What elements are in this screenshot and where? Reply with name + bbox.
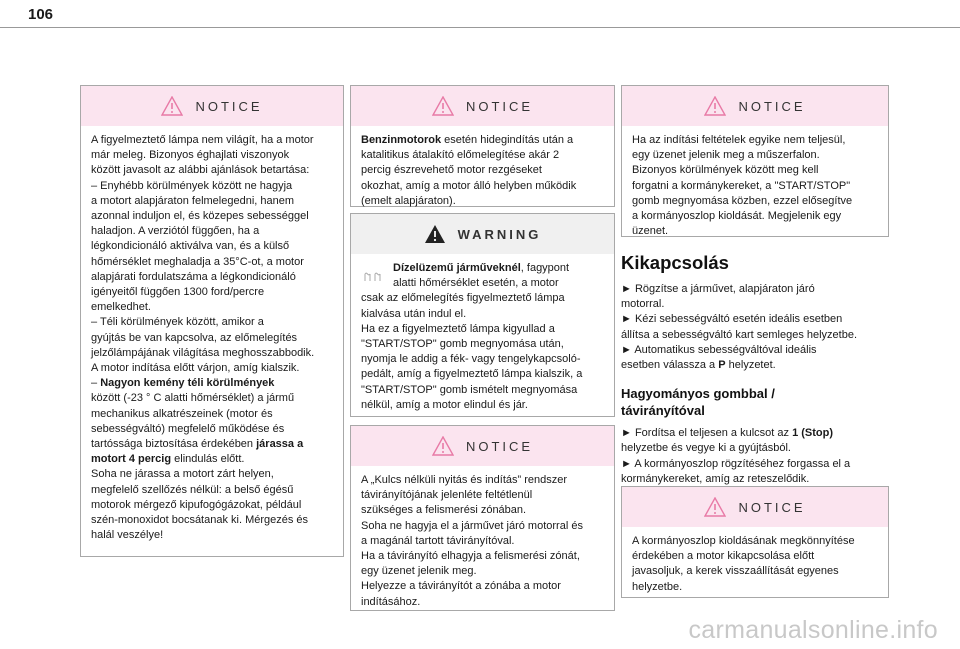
bold-text: Nagyon kemény téli körülmények bbox=[100, 377, 275, 390]
warning-header bbox=[351, 214, 614, 254]
text-line: szükséges a felismerési zónában. bbox=[361, 504, 527, 517]
text-line: javasoljuk, a kerek visszaállítását egyenes bbox=[632, 565, 839, 578]
text-line: "START/STOP" gomb ismételt megnyomása bbox=[361, 383, 578, 396]
text-span: esetén hidegindítás után a bbox=[441, 134, 574, 146]
bold-text: P bbox=[718, 359, 726, 372]
text-line: – Enyhébb körülmények között ne hagyja bbox=[91, 179, 293, 192]
text-line: motorok mérgező kipufogógázokat, például bbox=[91, 498, 302, 511]
text-line: halál veszélye! bbox=[91, 529, 164, 542]
warning-title: WARNING bbox=[457, 226, 542, 242]
caution-triangle-icon bbox=[704, 497, 726, 517]
bold-text: Benzinmotorok bbox=[361, 134, 442, 146]
text-line: már meleg. Bizonyos éghajlati viszonyok bbox=[91, 149, 290, 162]
notice-box-petrol bbox=[350, 85, 615, 207]
section-stopping bbox=[621, 252, 889, 487]
text-line: igényeitől függően 1300 ford/percre bbox=[91, 286, 265, 299]
text-span: , fagypont bbox=[520, 262, 570, 274]
notice-box-cold-engine bbox=[80, 85, 344, 557]
text-line: "START/STOP" gomb megnyomása után, bbox=[361, 338, 564, 351]
instruction-line: állítsa a sebességváltó kart semleges helyzetbe. bbox=[621, 328, 858, 341]
text-line: katalitikus átalakító előmelegítése akár 2 bbox=[361, 149, 560, 162]
text-line: Bizonyos körülmények között meg kell bbox=[632, 164, 819, 177]
notice-body bbox=[351, 126, 614, 217]
text-line bbox=[91, 376, 333, 391]
text-line: alapjárati fordulatszáma a légkondicionáló bbox=[91, 270, 296, 283]
text-line: percig észrevehető motor rezgéseket bbox=[361, 164, 542, 177]
text-line: A motor indítása előtt várjon, amíg kialszik. bbox=[91, 362, 300, 375]
caution-triangle-icon bbox=[704, 96, 726, 116]
text-line: haladjon. A verziótól függően, ha a bbox=[91, 225, 260, 238]
notice-body bbox=[81, 126, 343, 551]
instruction-line: helyzetbe és vegye ki a gyújtásból. bbox=[621, 442, 791, 455]
caution-triangle-icon bbox=[432, 436, 454, 456]
warning-body bbox=[351, 254, 614, 421]
warning-intro bbox=[361, 261, 604, 291]
text-span: esetben válassza a bbox=[621, 359, 719, 372]
text-line: A „Kulcs nélküli nyitás és indítás” rendszer bbox=[361, 474, 568, 486]
text-line: között javasolt az alábbi ajánlások betartása: bbox=[91, 164, 310, 177]
notice-title: NOTICE bbox=[465, 438, 534, 454]
text-line: megfelelő szellőzés nélkül: a belső égésű bbox=[91, 483, 294, 496]
text-line: szén-monoxidot bocsátanak ki. Mérgezés és bbox=[91, 514, 309, 527]
text-line: forgatni a kormánykereket, a "START/STOP" bbox=[632, 179, 851, 192]
text-span: elindulás előtt. bbox=[171, 453, 245, 466]
text-line: Ha az indítási feltételek egyike nem teljesül, bbox=[632, 134, 846, 146]
warning-box-diesel bbox=[350, 213, 615, 417]
text-line: Ha ez a figyelmeztető lámpa kigyullad a bbox=[361, 322, 555, 335]
text-line: A figyelmeztető lámpa nem világít, ha a motor bbox=[91, 134, 314, 146]
text-line: indításához. bbox=[361, 595, 421, 608]
text-line bbox=[91, 437, 333, 452]
text-line: a motort alapjáraton felmelegedni, hanem bbox=[91, 194, 295, 207]
notice-title: NOTICE bbox=[195, 98, 263, 114]
text-line: csak az előmelegítés figyelmeztető lámpa bbox=[361, 292, 565, 305]
text-line: pedált, amíg a figyelmeztető lámpa kialszik, a bbox=[361, 368, 583, 381]
text-line: helyzetbe. bbox=[632, 580, 683, 593]
text-line: a magánál tartott távirányítóval. bbox=[361, 534, 515, 547]
instruction-line: ► Rögzítse a járművet, alapjáraton járó bbox=[621, 283, 815, 295]
text-line: alatti hőmérséklet esetén, a motor bbox=[393, 277, 559, 290]
text-line: távirányítójának jelenléte feltétlenül bbox=[361, 489, 533, 502]
subsection-heading: távirányítóval bbox=[621, 403, 705, 419]
instruction-line: ► A kormányoszlop rögzítéséhez forgassa el a bbox=[621, 457, 851, 470]
text-line: légkondicionáló aktiválva van, és a külső bbox=[91, 240, 290, 253]
dash: – bbox=[91, 377, 101, 390]
page-number: 106 bbox=[28, 6, 54, 23]
bold-text: 1 (Stop) bbox=[792, 427, 834, 440]
notice-header bbox=[622, 487, 888, 527]
instruction-line bbox=[621, 426, 889, 441]
text-line: Soha ne hagyja el a járművet járó motorral és bbox=[361, 519, 583, 532]
text-line: Ha a távirányító elhagyja a felismerési zónát, bbox=[361, 550, 580, 563]
notice-body bbox=[622, 126, 888, 247]
caution-triangle-icon bbox=[432, 96, 454, 116]
instruction-line: ► Kézi sebességváltó esetén ideális esetben bbox=[621, 313, 843, 326]
notice-header bbox=[81, 86, 343, 126]
text-line: sebességváltó) megfelelő működése és bbox=[91, 422, 285, 435]
text-line: kialvása után indul el. bbox=[361, 307, 467, 320]
watermark: carmanualsonline.info bbox=[688, 616, 938, 644]
text-line: Helyezze a távirányítót a zónába a motor bbox=[361, 580, 561, 593]
notice-box-steering-lock bbox=[621, 486, 889, 598]
text-line: – Téli körülmények között, amikor a bbox=[91, 316, 264, 329]
text-line: között (-23 ° C alatti hőmérséklet) a jármű bbox=[91, 392, 295, 405]
bold-text: járassa a bbox=[256, 438, 304, 451]
section-heading: Kikapcsolás bbox=[621, 252, 729, 273]
bold-text: Dízelüzemű járműveknél bbox=[393, 262, 521, 274]
glow-plug-icon bbox=[361, 261, 387, 291]
text-line: a kormányoszlop kioldását. Megjelenik egy bbox=[632, 210, 842, 223]
text-line: egy üzenet jelenik meg. bbox=[361, 565, 477, 578]
caution-triangle-icon bbox=[161, 96, 183, 116]
text-line: jelzőlámpájának világítása meghosszabbodik. bbox=[91, 346, 315, 359]
text-line: üzenet. bbox=[632, 225, 669, 238]
text-line: nélkül, amíg a motor elindul és jár. bbox=[361, 398, 528, 411]
notice-box-start-conditions bbox=[621, 85, 889, 237]
notice-title: NOTICE bbox=[465, 98, 534, 114]
instruction-line bbox=[621, 358, 889, 373]
warning-intro-text bbox=[393, 261, 569, 291]
instruction-line: motorral. bbox=[621, 298, 665, 311]
text-line: (emelt alapjáraton). bbox=[361, 194, 456, 207]
text-line: nyomja le addig a fék- vagy tengelykapcsoló- bbox=[361, 353, 581, 366]
instruction-line: kormánykereket, amíg az reteszelődik. bbox=[621, 472, 810, 485]
subsection-heading: Hagyományos gombbal / bbox=[621, 386, 775, 402]
warning-triangle-icon bbox=[424, 224, 446, 244]
text-line: A kormányoszlop kioldásának megkönnyítése bbox=[632, 535, 855, 547]
notice-body bbox=[351, 466, 614, 618]
text-line: Soha ne járassa a motort zárt helyen, bbox=[91, 468, 274, 481]
text-line: gomb megnyomása közben, ezzel elősegítve bbox=[632, 194, 853, 207]
notice-title: NOTICE bbox=[738, 499, 806, 515]
text-span: tartóssága biztosítása érdekében bbox=[91, 438, 257, 451]
instruction-line: ► Automatikus sebességváltóval ideális bbox=[621, 343, 817, 356]
text-span: helyzetet. bbox=[725, 359, 776, 372]
bold-text: motort 4 percig bbox=[91, 453, 172, 466]
notice-header bbox=[351, 86, 614, 126]
text-line bbox=[91, 452, 333, 467]
text-line: emelkedhet. bbox=[91, 301, 151, 314]
text-line bbox=[361, 133, 604, 148]
header-rule bbox=[0, 27, 960, 28]
notice-header bbox=[622, 86, 888, 126]
notice-title: NOTICE bbox=[738, 98, 806, 114]
text-line bbox=[393, 261, 569, 276]
text-line: egy üzenet jelenik meg a műszerfalon. bbox=[632, 149, 820, 162]
text-line: érdekében a motor kikapcsolása előtt bbox=[632, 550, 815, 563]
text-line: mechanikus alkatrészeinek (motor és bbox=[91, 407, 273, 420]
notice-header bbox=[351, 426, 614, 466]
text-line: azonnal induljon el, és közepes sebességgel bbox=[91, 210, 309, 223]
notice-body bbox=[622, 527, 888, 603]
notice-box-keyless bbox=[350, 425, 615, 611]
text-line: okozhat, amíg a motor álló helyben működik bbox=[361, 179, 577, 192]
text-line: hőmérséklet meghaladja a 35°C-ot, a motor bbox=[91, 255, 304, 268]
text-span: ► Fordítsa el teljesen a kulcsot az bbox=[621, 427, 793, 440]
text-line: gyújtás be van kapcsolva, az előmelegítés bbox=[91, 331, 298, 344]
